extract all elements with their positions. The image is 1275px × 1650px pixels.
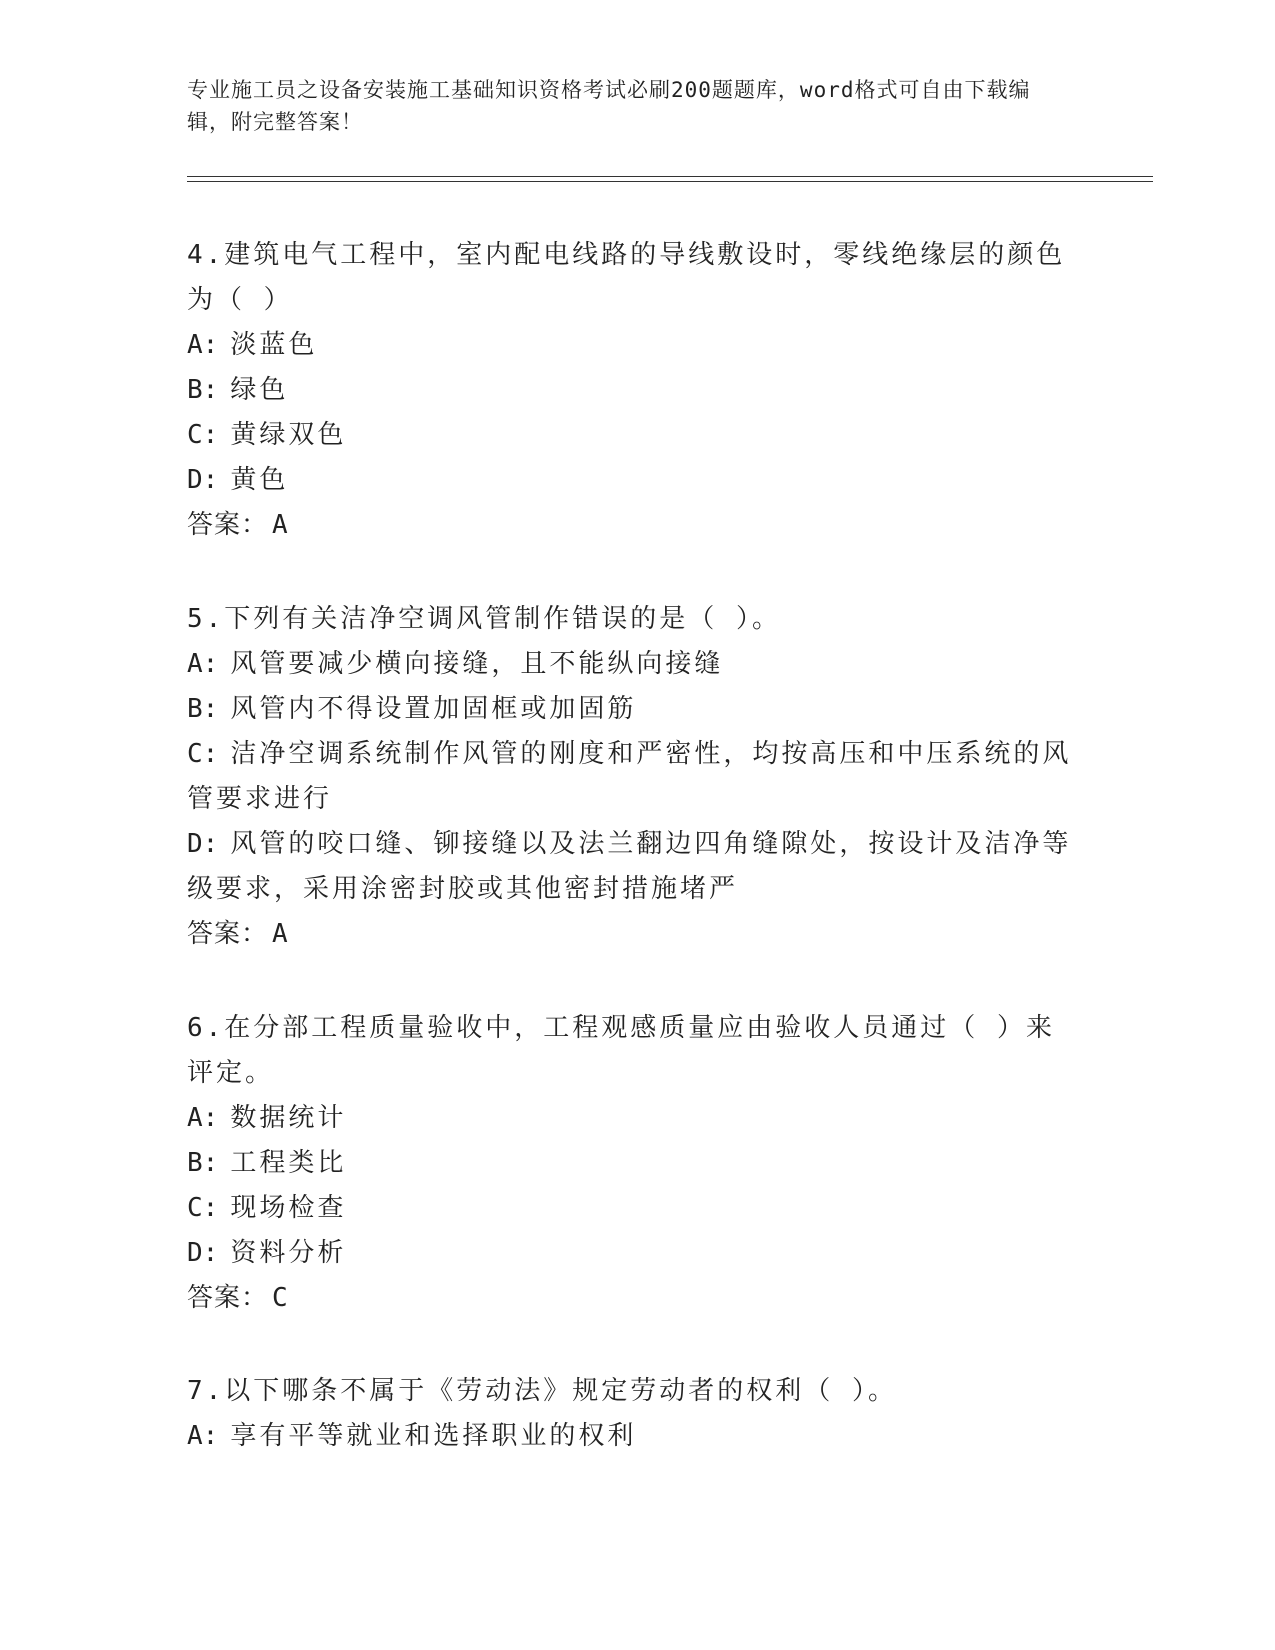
- header-divider-bottom: [187, 181, 1153, 182]
- option-a: [187, 642, 1077, 687]
- option-text: 淡蓝色: [230, 330, 318, 360]
- question-5: [187, 597, 1077, 957]
- answer-line: [187, 912, 1077, 957]
- question-6: [187, 1006, 1077, 1321]
- option-text: 工程类比: [230, 1148, 347, 1178]
- option-text: 现场检查: [230, 1193, 347, 1223]
- question-stem: 5.下列有关洁净空调风管制作错误的是（ ）。: [187, 604, 781, 634]
- option-separator: :: [202, 465, 219, 495]
- option-letter: A: [187, 1103, 203, 1133]
- option-separator: :: [202, 739, 219, 769]
- option-d: [187, 458, 1077, 503]
- option-text: 黄绿双色: [230, 420, 347, 450]
- answer-value: A: [272, 510, 289, 540]
- header-title: 专业施工员之设备安装施工基础知识资格考试必刷200题题库，word格式可自由下载编辑，附完整答案！: [187, 78, 1031, 134]
- option-text: 绿色: [230, 375, 289, 405]
- option-separator: :: [202, 1103, 219, 1133]
- option-text: 资料分析: [230, 1238, 347, 1268]
- option-letter: A: [187, 1421, 203, 1451]
- answer-label: 答案：: [187, 919, 269, 949]
- option-a: [187, 1096, 1077, 1141]
- answer-line: [187, 503, 1077, 548]
- option-text: 数据统计: [230, 1103, 347, 1133]
- option-b: [187, 368, 1077, 413]
- answer-value: A: [272, 919, 289, 949]
- option-letter: C: [187, 739, 203, 769]
- option-letter: C: [187, 1193, 203, 1223]
- option-separator: :: [202, 694, 219, 724]
- question-7: [187, 1369, 1077, 1459]
- option-separator: :: [202, 1421, 219, 1451]
- option-letter: A: [187, 330, 203, 360]
- option-letter: B: [187, 694, 203, 724]
- option-separator: :: [202, 420, 219, 450]
- option-letter: C: [187, 420, 203, 450]
- option-letter: A: [187, 649, 203, 679]
- option-c: [187, 732, 1077, 822]
- option-text: 风管要减少横向接缝，且不能纵向接缝: [230, 649, 724, 679]
- option-text: 风管内不得设置加固框或加固筋: [230, 694, 637, 724]
- option-d: [187, 1231, 1077, 1276]
- answer-line: [187, 1276, 1077, 1321]
- question-stem: 7.以下哪条不属于《劳动法》规定劳动者的权利（ ）。: [187, 1376, 897, 1406]
- option-separator: :: [202, 829, 219, 859]
- option-separator: :: [202, 1148, 219, 1178]
- header-divider-top: [187, 176, 1153, 177]
- option-b: [187, 687, 1077, 732]
- option-b: [187, 1141, 1077, 1186]
- option-text: 黄色: [230, 465, 289, 495]
- option-text: 享有平等就业和选择职业的权利: [230, 1421, 637, 1451]
- option-text: 风管的咬口缝、铆接缝以及法兰翻边四角缝隙处，按设计及洁净等级要求，采用涂密封胶或其他密封措施堵严: [187, 829, 1072, 904]
- option-c: [187, 413, 1077, 458]
- option-letter: D: [187, 465, 203, 495]
- option-a: [187, 1414, 1077, 1459]
- option-separator: :: [202, 375, 219, 405]
- option-text: 洁净空调系统制作风管的刚度和严密性，均按高压和中压系统的风管要求进行: [187, 739, 1072, 814]
- question-stem: 6.在分部工程质量验收中，工程观感质量应由验收人员通过（ ）来评定。: [187, 1013, 1055, 1088]
- answer-value: C: [272, 1283, 289, 1313]
- option-separator: :: [202, 1193, 219, 1223]
- document-header: [187, 74, 1067, 138]
- option-separator: :: [202, 330, 219, 360]
- option-c: [187, 1186, 1077, 1231]
- answer-label: 答案：: [187, 510, 269, 540]
- option-a: [187, 323, 1077, 368]
- option-letter: B: [187, 1148, 203, 1178]
- question-stem: 4.建筑电气工程中，室内配电线路的导线敷设时，零线绝缘层的颜色为（ ）: [187, 240, 1066, 315]
- option-separator: :: [202, 1238, 219, 1268]
- answer-label: 答案：: [187, 1283, 269, 1313]
- option-letter: D: [187, 829, 203, 859]
- option-letter: B: [187, 375, 203, 405]
- option-separator: :: [202, 649, 219, 679]
- option-letter: D: [187, 1238, 203, 1268]
- question-4: [187, 233, 1077, 548]
- option-d: [187, 822, 1077, 912]
